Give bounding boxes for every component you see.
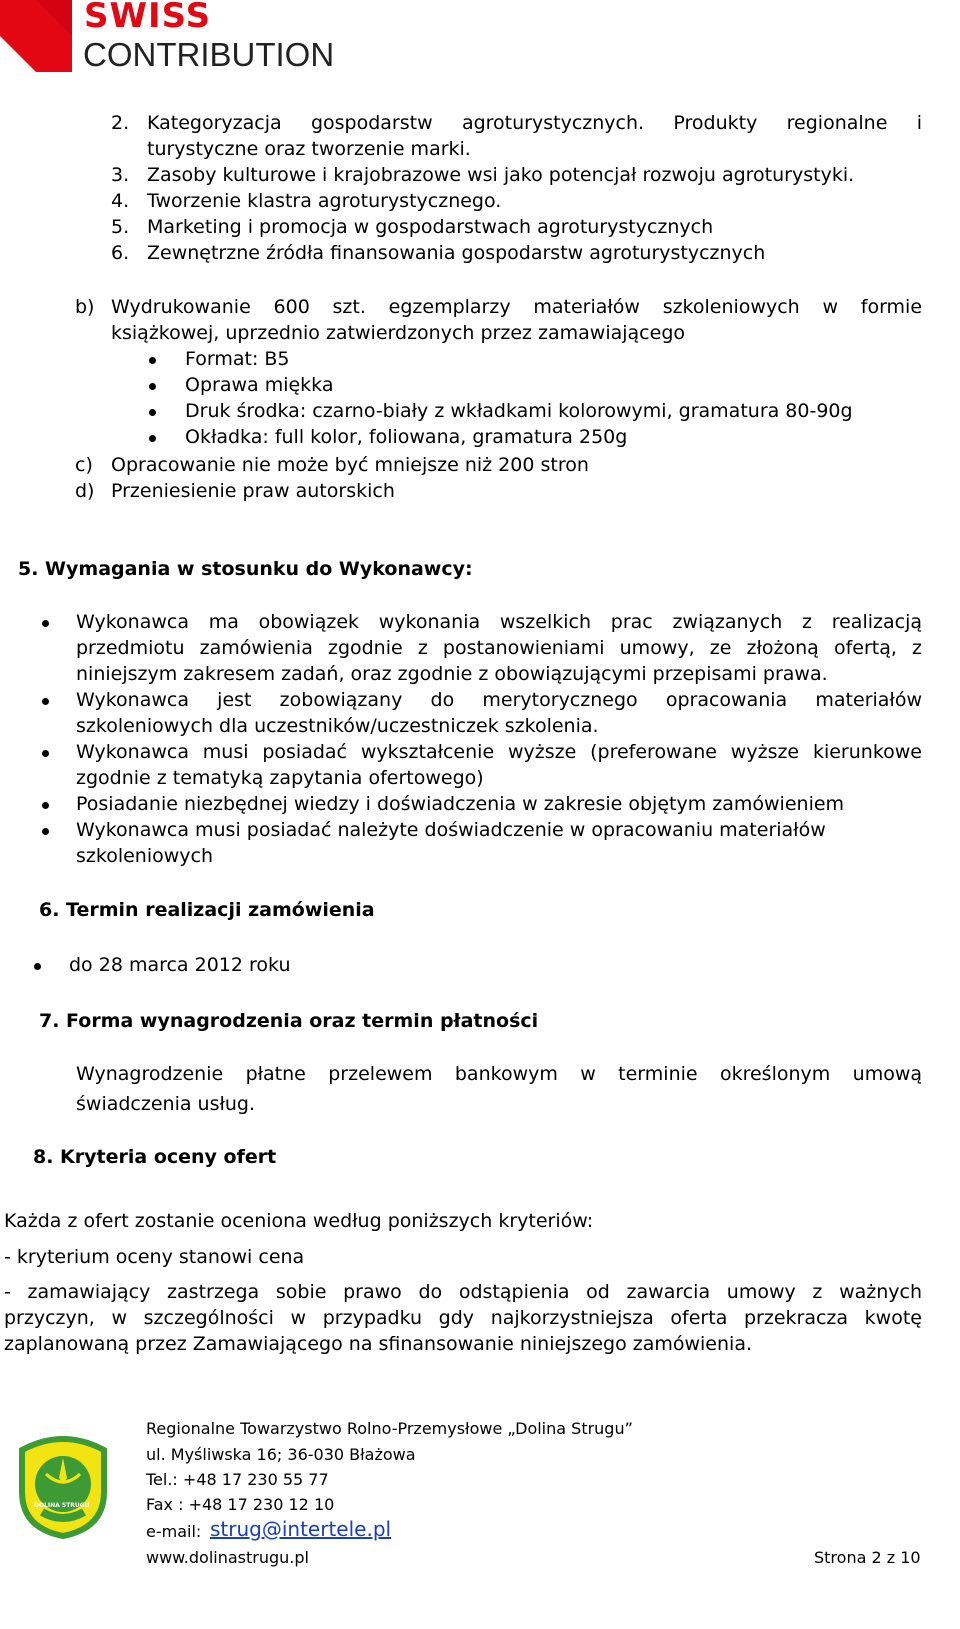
criteria-para-line1: - zamawiający zastrzega sobie prawo do odstąpienia od zawarcia umowy z ważnych — [4, 1281, 922, 1303]
criteria-para-line2: przyczyn, w szczególności w przypadku gdy najkorzystniejsza oferta przekracza kwotę — [4, 1307, 922, 1329]
spec-item: Format: B5 — [185, 348, 290, 370]
footer-website: www.dolinastrugu.pl — [146, 1548, 309, 1567]
bullet-icon — [149, 383, 156, 390]
swiss-cross-icon — [0, 0, 72, 72]
footer-address: ul. Myśliwska 16; 36-030 Błażowa — [146, 1445, 416, 1464]
section-6-heading: 6. Termin realizacji zamówienia — [39, 899, 375, 921]
spec-item: Okładka: full kolor, foliowana, gramatura 250g — [185, 426, 628, 448]
list-num: 2. — [111, 112, 130, 134]
logo-text: DOLINA STRUGU — [34, 1502, 90, 1509]
criteria-dash-1: - kryterium oceny stanowi cena — [4, 1246, 305, 1268]
bullet-icon — [149, 409, 156, 416]
spec-item: Druk środka: czarno-biały z wkładkami kolorowymi, gramatura 80-90g — [185, 400, 853, 422]
footer-org: Regionalne Towarzystwo Rolno-Przemysłowe „Dolina Strugu” — [146, 1419, 633, 1438]
section-b-line2: książkowej, uprzednio zatwierdzonych przez zamawiającego — [111, 322, 685, 344]
dolina-strugu-logo — [12, 1432, 114, 1540]
footer-tel: Tel.: +48 17 230 55 77 — [146, 1470, 329, 1489]
list-item-2-line2: turystyczne oraz tworzenie marki. — [147, 138, 471, 160]
criteria-para-line3: zaplanowaną przez Zamawiającego na sfinansowanie niniejszego zamówienia. — [4, 1333, 753, 1355]
list-num: 5. — [111, 216, 130, 238]
section-d-text: Przeniesienie praw autorskich — [111, 480, 395, 502]
footer-fax: Fax : +48 17 230 12 10 — [146, 1495, 335, 1514]
payment-line2: świadczenia usług. — [76, 1093, 256, 1115]
brand-bottom: CONTRIBUTION — [83, 36, 335, 73]
req-5-line1: Wykonawca musi posiadać należyte doświadczenie w opracowaniu materiałów — [76, 819, 826, 841]
section-5-heading: 5. Wymagania w stosunku do Wykonawcy: — [18, 558, 473, 580]
spec-item: Oprawa miękka — [185, 374, 334, 396]
bullet-icon — [42, 828, 49, 835]
bullet-icon — [42, 620, 49, 627]
section-8-heading: 8. Kryteria oceny ofert — [33, 1146, 277, 1168]
req-2-line2: szkoleniowych dla uczestników/uczestniczek szkolenia. — [76, 715, 599, 737]
req-2-line1: Wykonawca jest zobowiązany do merytorycznego opracowania materiałów — [76, 689, 922, 711]
list-item-3: Zasoby kulturowe i krajobrazowe wsi jako potencjał rozwoju agroturystyki. — [147, 164, 855, 186]
bullet-icon — [34, 963, 41, 970]
section-b-line1: Wydrukowanie 600 szt. egzemplarzy materiałów szkoleniowych w formie — [111, 296, 923, 318]
footer-email-link[interactable]: strug@intertele.pl — [210, 1517, 392, 1541]
section-c-label: c) — [75, 454, 93, 476]
req-1-line2: przedmiotu zamówienia zgodnie z postanowieniami umowy, ze złożoną ofertą, z — [76, 637, 922, 659]
list-num: 4. — [111, 190, 130, 212]
bullet-icon — [42, 750, 49, 757]
footer-email-label: e-mail: — [146, 1522, 202, 1541]
swiss-cross-logo — [0, 0, 72, 72]
list-item-4: Tworzenie klastra agroturystycznego. — [147, 190, 502, 212]
payment-line1: Wynagrodzenie płatne przelewem bankowym w terminie określonym umową — [76, 1063, 923, 1085]
list-item-6: Zewnętrzne źródła finansowania gospodarstw agroturystycznych — [147, 242, 766, 264]
section-b-label: b) — [75, 296, 95, 318]
bullet-icon — [42, 698, 49, 705]
list-num: 6. — [111, 242, 130, 264]
dolina-strugu-emblem-icon — [12, 1432, 114, 1540]
section-c-text: Opracowanie nie może być mniejsze niż 200 stron — [111, 454, 589, 476]
list-item-2-line1: Kategoryzacja gospodarstw agroturystycznych. Produkty regionalne i — [147, 112, 922, 134]
req-4: Posiadanie niezbędnej wiedzy i doświadczenia w zakresie objętym zamówieniem — [76, 793, 845, 815]
req-1-line1: Wykonawca ma obowiązek wykonania wszelkich prac związanych z realizacją — [76, 611, 922, 633]
bullet-icon — [42, 802, 49, 809]
req-3-line2: zgodnie z tematyką zapytania ofertowego) — [76, 767, 484, 789]
list-num: 3. — [111, 164, 130, 186]
bullet-icon — [149, 357, 156, 364]
list-item-5: Marketing i promocja w gospodarstwach agroturystycznych — [147, 216, 714, 238]
req-5-line2: szkoleniowych — [76, 845, 214, 867]
req-3-line1: Wykonawca musi posiadać wykształcenie wyższe (preferowane wyższe kierunkowe — [76, 741, 922, 763]
brand-top: SWISS — [84, 0, 212, 36]
criteria-intro: Każda z ofert zostanie oceniona według poniższych kryteriów: — [4, 1210, 594, 1232]
section-d-label: d) — [75, 480, 95, 502]
deadline-item: do 28 marca 2012 roku — [69, 954, 291, 976]
req-1-line3: niniejszym zakresem zadań, oraz zgodnie z obowiązującymi przepisami prawa. — [76, 663, 828, 685]
page-number: Strona 2 z 10 — [814, 1548, 921, 1567]
bullet-icon — [149, 435, 156, 442]
section-7-heading: 7. Forma wynagrodzenia oraz termin płatności — [39, 1010, 539, 1032]
